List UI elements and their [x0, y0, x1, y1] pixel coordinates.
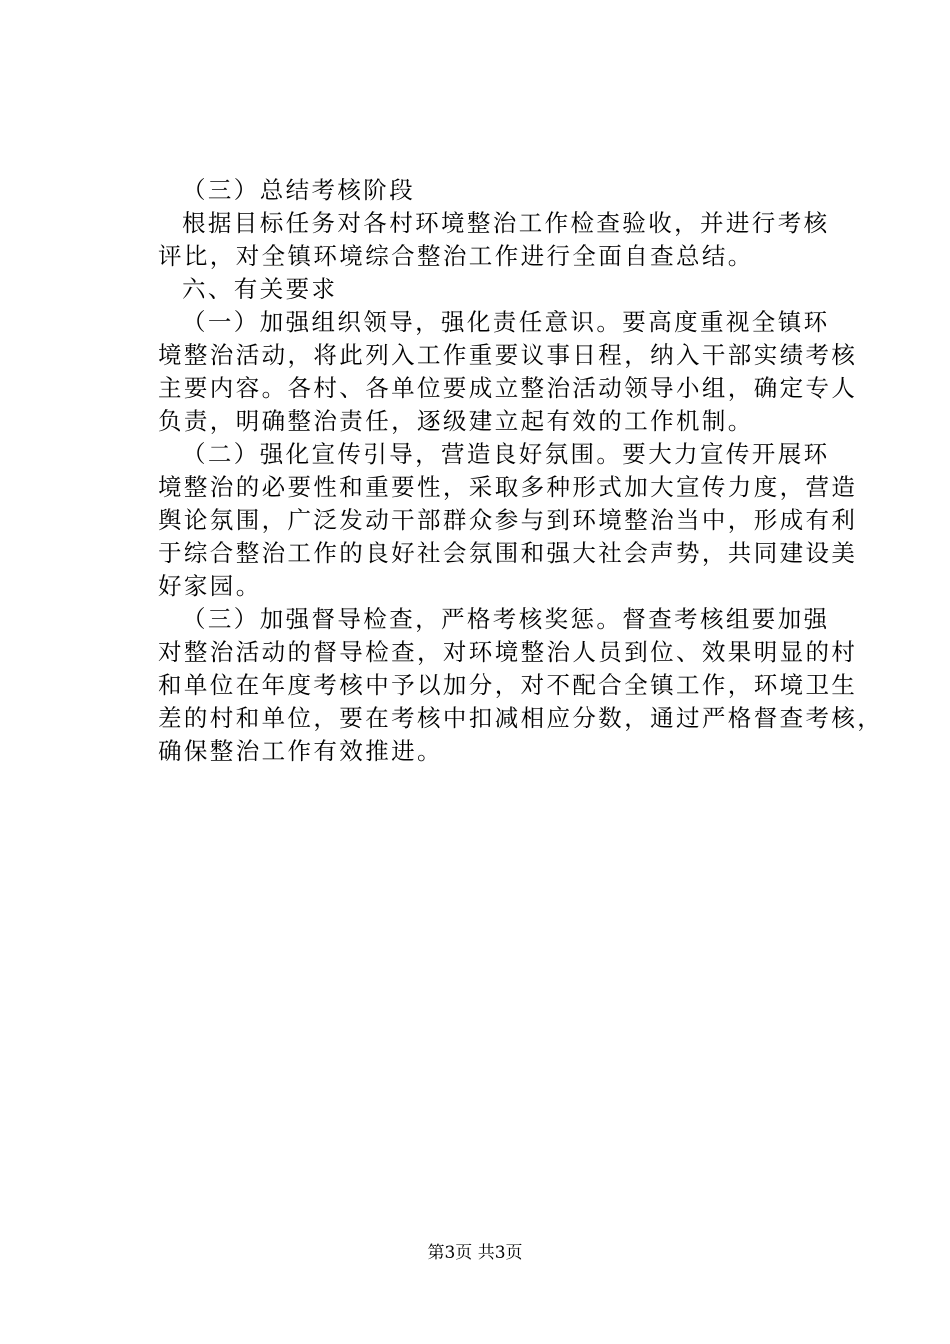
paragraph-line: 确保整治工作有效推进。	[158, 737, 443, 765]
paragraph-line: 于综合整治工作的良好社会氛围和强大社会声势，共同建设美	[158, 539, 858, 567]
paragraph-line: （三）加强督导检查，严格考核奖惩。督查考核组要加强	[182, 605, 830, 633]
paragraph-line: （一）加强组织领导，强化责任意识。要高度重视全镇环	[182, 308, 830, 336]
paragraph-line: 和单位在年度考核中予以加分，对不配合全镇工作，环境卫生	[158, 671, 858, 699]
paragraph-line: 舆论氛围，广泛发动干部群众参与到环境整治当中，形成有利	[158, 506, 858, 534]
paragraph-line: 负责，明确整治责任，逐级建立起有效的工作机制。	[158, 407, 754, 435]
section-heading: （三）总结考核阶段	[182, 176, 416, 204]
paragraph-line: 根据目标任务对各村环境整治工作检查验收，并进行考核	[182, 209, 830, 237]
paragraph-line: 好家园。	[158, 572, 262, 600]
paragraph-line: 境整治活动，将此列入工作重要议事日程，纳入干部实绩考核	[158, 341, 858, 369]
paragraph-line: 差的村和单位，要在考核中扣减相应分数，通过严格督查考核，	[158, 704, 884, 732]
paragraph-line: （二）强化宣传引导，营造良好氛围。要大力宣传开展环	[182, 440, 830, 468]
paragraph-line: 主要内容。各村、各单位要成立整治活动领导小组，确定专人	[158, 374, 858, 402]
paragraph-line: 对整治活动的督导检查，对环境整治人员到位、效果明显的村	[158, 638, 858, 666]
paragraph-line: 评比，对全镇环境综合整治工作进行全面自查总结。	[158, 242, 754, 270]
section-heading: 六、有关要求	[182, 275, 338, 303]
page-number-footer: 第3页 共3页	[427, 1243, 523, 1263]
paragraph-line: 境整治的必要性和重要性，采取多种形式加大宣传力度，营造	[158, 473, 858, 501]
